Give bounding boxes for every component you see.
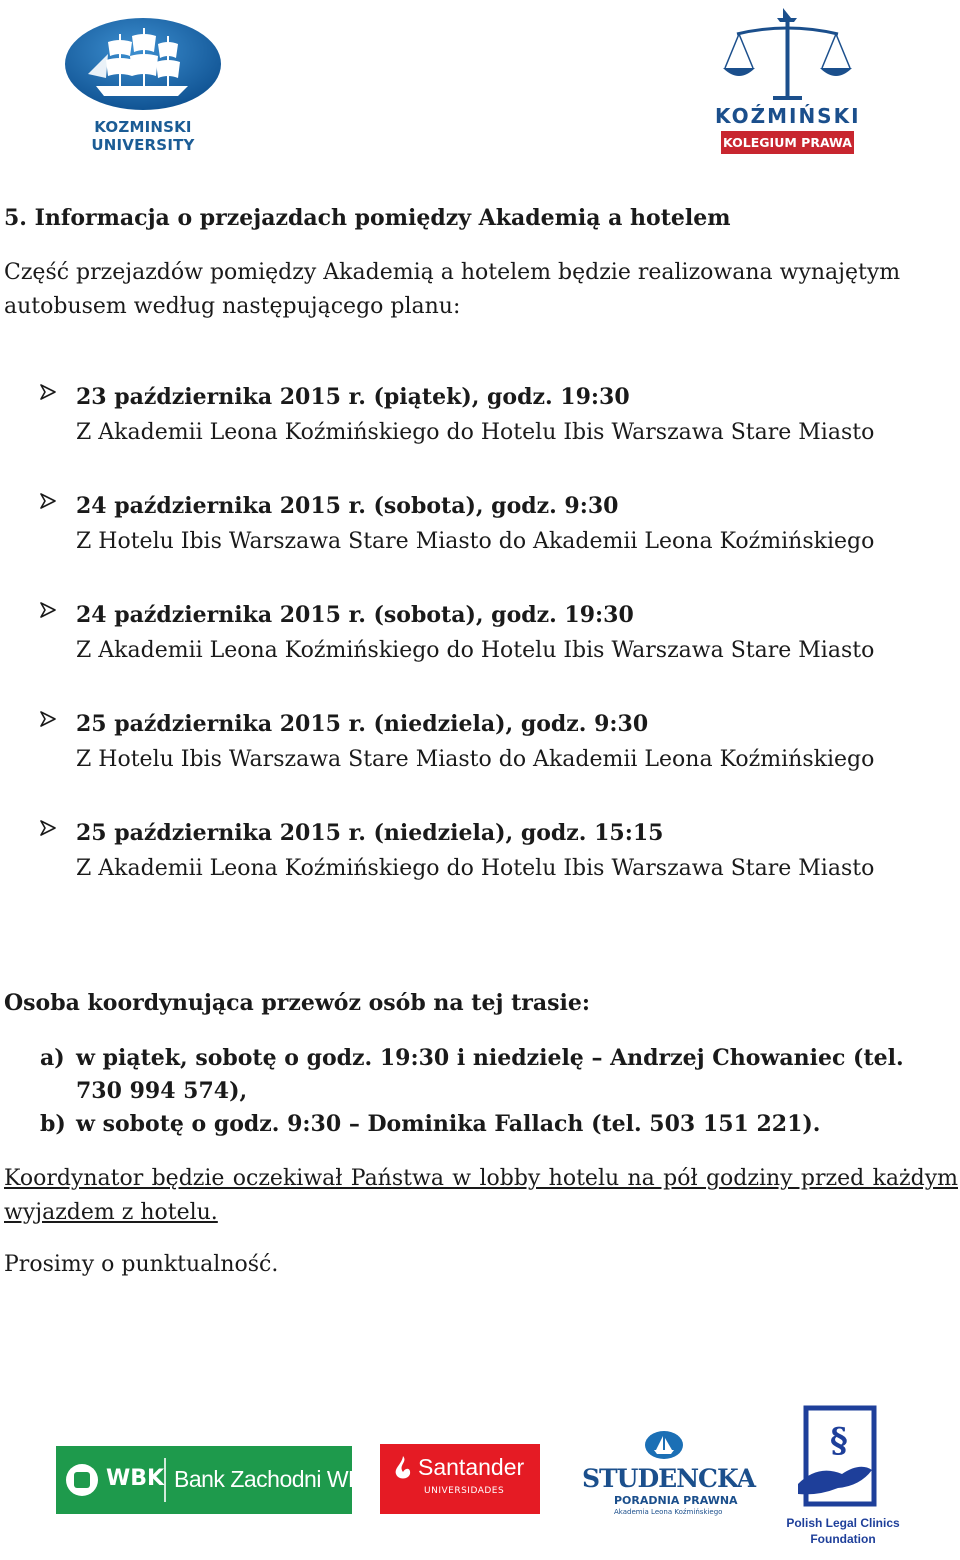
- trip-route: Z Hotelu Ibis Warszawa Stare Miasto do Akademii Leona Koźmińskiego: [76, 747, 875, 772]
- santander-subtitle: UNIVERSIDADES: [424, 1486, 505, 1496]
- santander-universidades-logo: [380, 1444, 540, 1514]
- studencka-name: STUDENCKA: [582, 1464, 756, 1493]
- coordinator-item: [40, 1042, 940, 1108]
- trip-date: 25 października 2015 r. (niedziela), godz. 15:15: [76, 820, 664, 846]
- kolegium-subtitle: KOLEGIUM PRAWA: [721, 131, 854, 154]
- trip-date: 23 października 2015 r. (piątek), godz. 19:30: [76, 384, 630, 410]
- coordinator-text: w piątek, sobotę o godz. 19:30 i niedzielę – Andrzej Chowaniec (tel. 730 994 574),: [76, 1045, 904, 1104]
- trip-date: 25 października 2015 r. (niedziela), godz. 9:30: [76, 711, 649, 737]
- trip-item: [40, 380, 940, 489]
- arrowhead-bullet-icon: [40, 711, 56, 727]
- arrowhead-bullet-icon: [40, 602, 56, 618]
- wbk-mark: WBK: [106, 1466, 165, 1491]
- arrowhead-bullet-icon: [40, 493, 56, 509]
- coordinators-heading: Osoba koordynująca przewóz osób na tej trasie:: [4, 990, 590, 1016]
- list-letter: a): [40, 1045, 65, 1071]
- trip-date: 24 października 2015 r. (sobota), godz. 9:30: [76, 493, 619, 519]
- trip-item: [40, 707, 940, 816]
- scales-of-justice-icon: [715, 4, 860, 104]
- trip-item: [40, 598, 940, 707]
- trip-list: [40, 380, 940, 925]
- svg-text:§: §: [830, 1421, 848, 1461]
- trip-item: [40, 816, 940, 925]
- santander-flame-icon: [392, 1456, 414, 1482]
- section-heading: 5. Informacja o przejazdach pomiędzy Akademią a hotelem: [4, 205, 731, 231]
- arrowhead-bullet-icon: [40, 384, 56, 400]
- ship-globe-icon: [644, 1430, 684, 1460]
- coordinator-item: [40, 1108, 940, 1141]
- trip-route: Z Akademii Leona Koźmińskiego do Hotelu Ibis Warszawa Stare Miasto: [76, 420, 875, 445]
- kozminski-kolegium-prawa-logo: [715, 4, 860, 154]
- wbk-name: Bank Zachodni WBK: [174, 1466, 378, 1492]
- hand-paragraph-icon: [768, 1404, 918, 1514]
- trip-route: Z Akademii Leona Koźmińskiego do Hotelu Ibis Warszawa Stare Miasto: [76, 638, 875, 663]
- wbk-emblem-inner-icon: [74, 1472, 90, 1488]
- coordinators-list: [40, 1042, 940, 1141]
- coordinator-text: w sobotę o godz. 9:30 – Dominika Fallach (tel. 503 151 221).: [76, 1111, 821, 1137]
- intro-paragraph: Część przejazdów pomiędzy Akademią a hotelem będzie realizowana wynajętym autobusem według następującego planu:: [4, 260, 901, 319]
- kolegium-name: KOŹMIŃSKI: [715, 104, 861, 128]
- plcf-line1: Polish Legal Clinics: [786, 1516, 900, 1530]
- closing-line: Prosimy o punktualność.: [4, 1252, 279, 1277]
- wbk-divider: [164, 1458, 166, 1502]
- trip-item: [40, 489, 940, 598]
- studencka-subtitle2: Akademia Leona Koźmińskiego: [614, 1508, 723, 1516]
- sailing-ship-logo-icon: [48, 14, 238, 118]
- trip-route: Z Hotelu Ibis Warszawa Stare Miasto do Akademii Leona Koźmińskiego: [76, 529, 875, 554]
- polish-legal-clinics-foundation-logo: [768, 1404, 918, 1556]
- studencka-poradnia-prawna-logo: [578, 1428, 756, 1520]
- coordinator-notice: Koordynator będzie oczekiwał Państwa w lobby hotelu na pół godziny przed każdym wyjazdem z hotelu.: [4, 1166, 958, 1225]
- arrowhead-bullet-icon: [40, 820, 56, 836]
- trip-route: Z Akademii Leona Koźmińskiego do Hotelu Ibis Warszawa Stare Miasto: [76, 856, 875, 881]
- kozminski-university-logo: [48, 14, 238, 154]
- plcf-line2: Foundation: [810, 1532, 876, 1546]
- kozminski-university-label: KOZMINSKI UNIVERSITY: [91, 118, 195, 154]
- studencka-subtitle: PORADNIA PRAWNA: [614, 1494, 738, 1507]
- trip-date: 24 października 2015 r. (sobota), godz. 19:30: [76, 602, 634, 628]
- list-letter: b): [40, 1111, 66, 1137]
- bank-zachodni-wbk-logo: [56, 1446, 378, 1514]
- santander-name: Santander: [418, 1454, 525, 1480]
